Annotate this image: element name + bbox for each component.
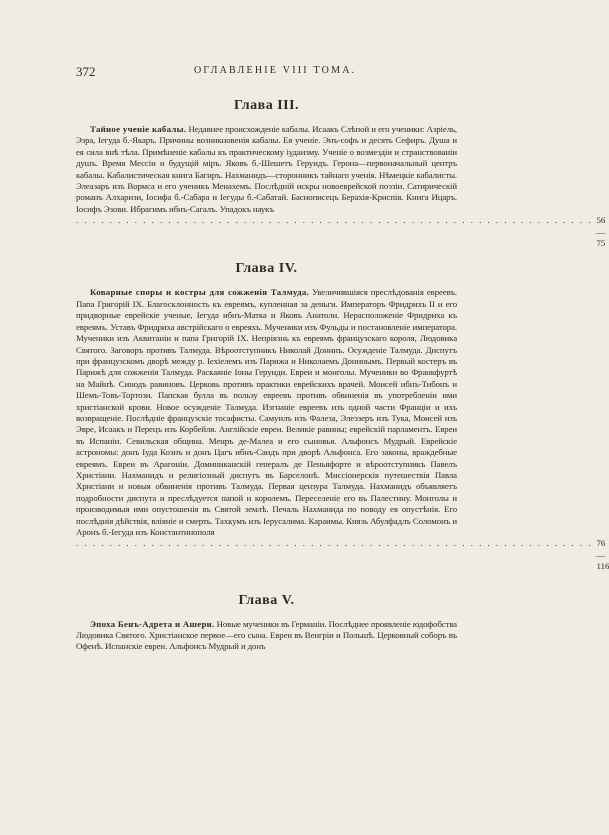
toc-content — [76, 92, 609, 653]
chapter-lead: Коварные споры и костры для сожженія Талмуда. — [90, 287, 310, 298]
chapter-summary — [76, 124, 457, 215]
chapter-summary — [76, 287, 457, 538]
page-header — [76, 64, 455, 78]
chapter-title: Глава V. — [238, 592, 295, 608]
running-title: ОГЛАВЛЕНІЕ VIII ТОМА. — [194, 65, 357, 76]
chapter-text: Новые мученики въ Германіи. Послѣднее проявленіе юдофобства Людовика Святого. Христіанское первое—его сына. Евреи въ Венгріи и Польшѣ. Церковный соборъ въ Офенѣ. Испанскіе евреи. Альфонсъ Мудрый и донъ — [76, 618, 457, 652]
chapter-title: Глава III. — [233, 98, 300, 113]
page-number: 372 — [76, 64, 96, 79]
page-range: 76—116 — [596, 538, 609, 572]
page-range: 56—75 — [596, 215, 606, 249]
chapter-text: Недавнее происхожденіе кабалы. Исаакъ Слѣпой и его ученики: Азріель, Эзра, Іегуда б.-Якаръ. Причины возникновенія кабалы. Ея ученіе. Энъ-софъ и десять Сефиръ. Душа и ея сила внѣ тѣла. Примѣненіе кабалы къ практическому іудаизму. Ученіе о возмездіи и странствованіи душъ. Время Мессіи и будущій міръ. Яковъ б.-Шешетъ Геруидъ. Герона—первоначальный центръ кабалы. Кабалистическая книга Багиръ. Нахманидъ—сторонникъ тайнаго ученія. Нѣмецкіе кабалисты. Элеазаръ изъ Вормса и его ученикъ Менахемъ. Послѣдній искры новоеврейской поэзіи. Сатирическій романъ Алхаризи, Іосифа б.-Сабара и Іегуды б.-Сабатай. Баснописецъ Берахія-Криспія. Книга Ицаръ. Іосифъ Эзови. Ибрагимъ ибнъ-Сагалъ. Упадокъ наукъ — [76, 124, 458, 214]
chapter-text: Увеличившіяся преслѣдованія евреевъ. Папа Григорій IX. Благосклонность къ евреямъ, купленная за деньги. Императоръ Фридрихъ II и его придворные еврейскіе ученые, Іегуда ибнъ-Матка и Яковъ Анатоли. Нерасположеніе Фридриха къ евреямъ. Уставъ Фридриха австрійскаго о евреяхъ. Мученики изъ Фульды и постановленіе императора. Мученики изъ Аквитаніи и папа Григорій IX. Непріязнь къ евреямъ французскаго короля, Людовика Святого. Заговоръ противъ Талмуда. Вѣроотступникъ Николай Донинъ. Осужденіе Талмуда. Диспутъ при французскомъ дворѣ между р. Іехіелемъ изъ Парижа и Николаемъ Донинымъ. Первый костеръ въ Парижѣ для сожженія Талмуда. Раскаяніе Іоны Геруиди. Евреи и монголы. Мученики во Франкфуртѣ на Майнѣ. Синодъ равиновъ. Церковь противъ практики еврейскихъ врачей. Моисей ибнъ-Тибонъ и Шемъ-Товъ-Тортози. Папская булла въ пользу евреевъ противъ обвиненія въ употребленіи ими христіанской крови. Новое осужденіе Талмуда. Изгнаніе евреевъ изъ одной части Франціи и ихъ возвращеніе. Послѣдніе французскіе тосафисты. Самуилъ изъ Фалеза, Элеэзеръ изъ Тука, Моисей изъ Эвре, Исаакъ и Перецъ изъ Корбейля. Англійскіе евреи. Великіе равины; еврейскій парламентъ. Евреи въ Испаніи. Севильская община. Менръ де-Малеа и его сыновья. Альфонсъ Мудрый. Еврейскіе астрономы: донъ Іуда Коэнъ и донъ Цагъ ибнъ-Саидъ при дворѣ Альфонса. Его законы, враждебные евреямъ. Евреи въ Арагоніи. Доминиканскій генералъ де Пеньяфорте и вѣроотступникъ Павелъ Христіани. Нахманидъ и религіозный диспутъ въ Барселонѣ. Миссіонерскія путешествія Павла Христіани и новыя обвиненія противъ Талмуда. Первая цензура Талмуда. Нахманидъ объявляетъ подробности диспута и преслѣдуется папой и королемъ. Переселеніе его въ Палестину. Монголы и производимыя ими опустошенія въ Святой землѣ. Печаль Нахманида по поводу ея опустѣнія. Его послѣднія дѣйствія, вліяніе и смерть. Тахкумъ изъ Іерусалима. Караимы. Князь Абулфадлъ Соломонъ и Аронъ б.-Іегуда изъ Константинополя — [76, 287, 457, 537]
leader-dots: . . . . . . . . . . . . . . . . . . . . . . . . . . . . . . . . . . . . . . . . . . . . . . . . . . . . . . . . . . . . . . — [76, 215, 593, 226]
page-range-row — [76, 538, 609, 572]
chapter-summary — [76, 619, 457, 653]
chapter-lead: Эпоха Бенъ-Адрета и Ашери. — [90, 618, 215, 629]
page-range-row — [76, 215, 606, 249]
leader-dots: . . . . . . . . . . . . . . . . . . . . . . . . . . . . . . . . . . . . . . . . . . . . . . . . . . . . . . . . . . . . . . — [76, 538, 593, 549]
chapter-title: Глава IV. — [235, 261, 298, 277]
chapter-lead: Тайное ученіе кабалы. — [90, 124, 187, 134]
